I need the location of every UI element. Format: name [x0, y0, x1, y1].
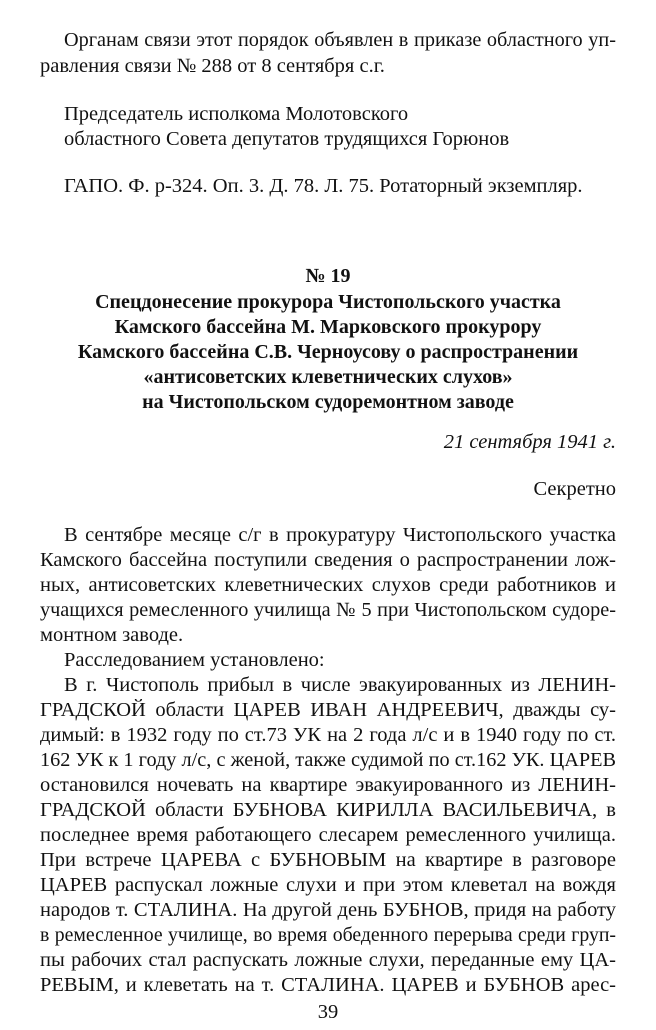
body-line-1: В сентябре месяце с/г в прокуратуру Чистопольского участка [64, 524, 616, 546]
body-line-16: народов т. СТАЛИНА. На другой день БУБНОВ, придя на работу [40, 899, 616, 921]
document-title-line-3: Камского бассейна С.В. Черноусову о распространении [77, 341, 579, 363]
body-line-14: При встрече ЦАРЕВА с БУБНОВЫМ на квартире в разговоре [40, 849, 616, 871]
body-line-13: последнее время работающего слесарем ремесленного училища. [40, 824, 616, 846]
body-line-19: РЕВЫМ, и клеветать на т. СТАЛИНА. ЦАРЕВ и БУБНОВ арес- [40, 974, 616, 996]
body-line-11: остановился ночевать на квартире эвакуированного из ЛЕНИН- [40, 774, 616, 796]
document-number: № 19 [305, 265, 351, 287]
body-line-15: ЦАРЕВ распускал ложные слухи и при этом клеветал на вождя [40, 874, 616, 896]
body-line-10: 162 УК к 1 году л/с, с женой, также судимой по ст.162 УК. ЦАРЕВ [40, 749, 616, 771]
body-line-12: ГРАДСКОЙ области БУБНОВА КИРИЛЛА ВАСИЛЬЕВИЧА, в [40, 799, 616, 821]
intro-line-1: Органам связи этот порядок объявлен в приказе областного уп- [64, 29, 616, 51]
classification-mark: Секретно [533, 478, 616, 500]
body-line-9: димый: в 1932 году по ст.73 УК на 2 года л/с и в 1940 году по ст. [40, 724, 616, 746]
body-line-8: ГРАДСКОЙ области ЦАРЕВ ИВАН АНДРЕЕВИЧ, дважды су- [40, 699, 616, 721]
body-line-4: учащихся ремесленного училища № 5 при Чистопольском судоре- [40, 599, 616, 621]
document-title-line-4: «антисоветских клеветнических слухов» [143, 366, 513, 388]
body-line-7: В г. Чистополь прибыл в числе эвакуированных из ЛЕНИН- [64, 674, 616, 696]
archive-reference: ГАПО. Ф. р-324. Оп. 3. Д. 78. Л. 75. Ротаторный экземпляр. [64, 175, 583, 197]
signature-line-2: областного Совета депутатов трудящихся Горюнов [64, 128, 510, 150]
document-title-line-2: Камского бассейна М. Марковского прокурору [114, 316, 542, 338]
signature-line-1: Председатель исполкома Молотовского [64, 103, 409, 125]
document-title-line-5: на Чистопольском судоремонтном заводе [142, 391, 514, 413]
body-line-5: монтном заводе. [40, 624, 184, 646]
body-line-18: пы рабочих стал распускать ложные слухи, переданные ему ЦА- [40, 949, 616, 971]
body-line-6: Расследованием установлено: [64, 649, 325, 671]
body-line-17: в ремесленное училище, во время обеденного перерыва среди груп- [40, 924, 616, 946]
body-line-2: Камского бассейна поступили сведения о распространении лож- [40, 549, 616, 571]
intro-line-2: равления связи № 288 от 8 сентября с.г. [40, 55, 385, 77]
page-number: 39 [317, 1001, 339, 1023]
document-date: 21 сентября 1941 г. [443, 431, 616, 453]
body-line-3: ных, антисоветских клеветнических слухов среди работников и [40, 574, 616, 596]
document-title-line-1: Спецдонесение прокурора Чистопольского участка [95, 291, 561, 313]
